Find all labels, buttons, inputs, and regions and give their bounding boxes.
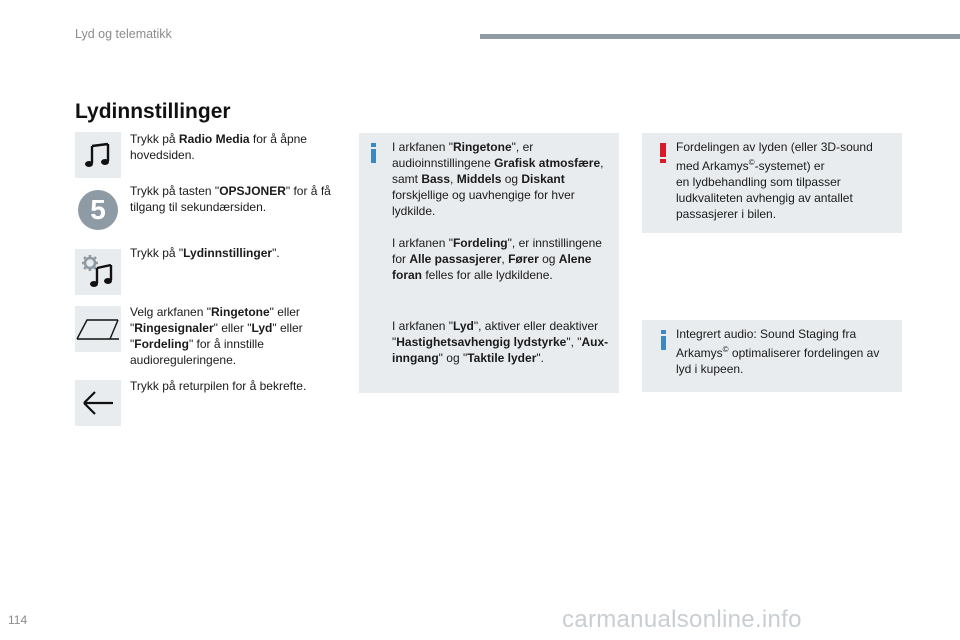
body-text: , samt xyxy=(392,156,604,186)
lyd-paragraph xyxy=(392,318,614,366)
audio-info-panel xyxy=(642,320,902,392)
body-text: ", er audioinnstillingene xyxy=(392,140,534,170)
copyright-mark: © xyxy=(748,158,755,167)
warning-icon xyxy=(660,143,666,163)
tab-shape-icon xyxy=(75,306,121,352)
step-text-3 xyxy=(130,245,335,261)
info-icon xyxy=(371,143,376,163)
body-text: og xyxy=(538,252,559,266)
body-text: I arkfanen " xyxy=(392,236,453,250)
emphasis-text: Lyd xyxy=(251,321,273,335)
music-note-icon xyxy=(75,132,121,178)
emphasis-text: Taktile lyder xyxy=(467,351,537,365)
warning-line: med Arkamys xyxy=(676,159,749,173)
warning-panel xyxy=(642,133,902,233)
info-line: Integrert audio: Sound Staging fra xyxy=(676,327,857,341)
body-text: ", er innstillingene for xyxy=(392,236,602,266)
body-text: Trykk på tasten " xyxy=(130,184,220,198)
emphasis-text: Aux-inngang xyxy=(392,335,609,365)
body-text: " for å innstille audioreguleringene. xyxy=(130,337,264,367)
watermark: carmanualsonline.info xyxy=(562,606,802,633)
copyright-mark: © xyxy=(722,345,729,354)
settings-info-panel xyxy=(359,133,619,393)
body-text: og xyxy=(501,172,522,186)
warning-text xyxy=(676,139,898,222)
emphasis-text: Lydinnstillinger xyxy=(183,246,273,260)
step-text-4 xyxy=(130,304,335,368)
step-text-5 xyxy=(130,378,335,394)
emphasis-text: Alene foran xyxy=(392,252,592,282)
body-text: Trykk på " xyxy=(130,246,184,260)
step-number: 5 xyxy=(78,190,118,230)
step-text-2 xyxy=(130,183,335,215)
page-number: 114 xyxy=(8,613,28,627)
emphasis-text: Lyd xyxy=(452,319,474,333)
header-bar xyxy=(480,34,960,39)
body-text: I arkfanen " xyxy=(392,319,453,333)
ringetone-paragraph xyxy=(392,139,614,219)
info-icon xyxy=(661,330,666,350)
emphasis-text: Ringetone xyxy=(452,140,512,154)
body-text: Trykk på returpilen for å bekrefte. xyxy=(130,379,307,393)
emphasis-text: Middels xyxy=(456,172,502,186)
info-line: lyd i kupeen. xyxy=(676,362,744,376)
emphasis-text: Hastighetsavhengig lydstyrke xyxy=(396,335,567,349)
warning-line: -systemet) er xyxy=(754,159,825,173)
warning-line: en lydbehandling som tilpasser xyxy=(676,175,841,189)
body-text: for å åpne hovedsiden. xyxy=(130,132,307,162)
body-text: ", " xyxy=(566,335,582,349)
emphasis-text: Radio Media xyxy=(178,132,250,146)
body-text: " eller " xyxy=(130,305,300,335)
number-five-badge xyxy=(75,187,121,233)
warning-line: passasjerer i bilen. xyxy=(676,207,777,221)
step-text-1 xyxy=(130,131,335,163)
body-text: Velg arkfanen " xyxy=(130,305,211,319)
warning-line: Fordelingen av lyden (eller 3D-sound xyxy=(676,140,873,154)
body-text: " for å få tilgang til sekundærsiden. xyxy=(130,184,331,214)
section-title: Lydinnstillinger xyxy=(75,100,231,123)
body-text: ". xyxy=(536,351,544,365)
body-text: I arkfanen " xyxy=(392,140,453,154)
body-text: " eller " xyxy=(130,321,303,351)
chapter-title: Lyd og telematikk xyxy=(75,27,172,41)
info-line: Arkamys xyxy=(676,346,723,360)
emphasis-text: Ringetone xyxy=(210,305,270,319)
emphasis-text: Grafisk atmosfære xyxy=(494,156,601,170)
info-text xyxy=(676,326,898,377)
body-text: , xyxy=(501,252,509,266)
warning-line: ludkvaliteten avhengig av antallet xyxy=(676,191,853,205)
emphasis-text: Fordeling xyxy=(134,337,189,351)
info-line: optimaliserer fordelingen av xyxy=(728,346,880,360)
gear-music-icon xyxy=(75,249,121,295)
emphasis-text: Fører xyxy=(508,252,539,266)
body-text: forskjellige og uavhengige for hver lydkilde. xyxy=(392,188,575,218)
back-arrow-icon xyxy=(75,380,121,426)
body-text: ", aktiver eller deaktiver " xyxy=(392,319,599,349)
body-text: felles for alle lydkildene. xyxy=(422,268,553,282)
body-text: " eller " xyxy=(213,321,252,335)
emphasis-text: OPSJONER xyxy=(219,184,286,198)
emphasis-text: Bass xyxy=(421,172,451,186)
emphasis-text: Fordeling xyxy=(452,236,508,250)
body-text: " og " xyxy=(438,351,468,365)
emphasis-text: Ringesignaler xyxy=(134,321,214,335)
emphasis-text: Alle passasjerer xyxy=(409,252,502,266)
emphasis-text: Diskant xyxy=(521,172,565,186)
body-text: , xyxy=(450,172,457,186)
body-text: ". xyxy=(272,246,280,260)
fordeling-paragraph xyxy=(392,235,614,283)
body-text: Trykk på xyxy=(130,132,179,146)
